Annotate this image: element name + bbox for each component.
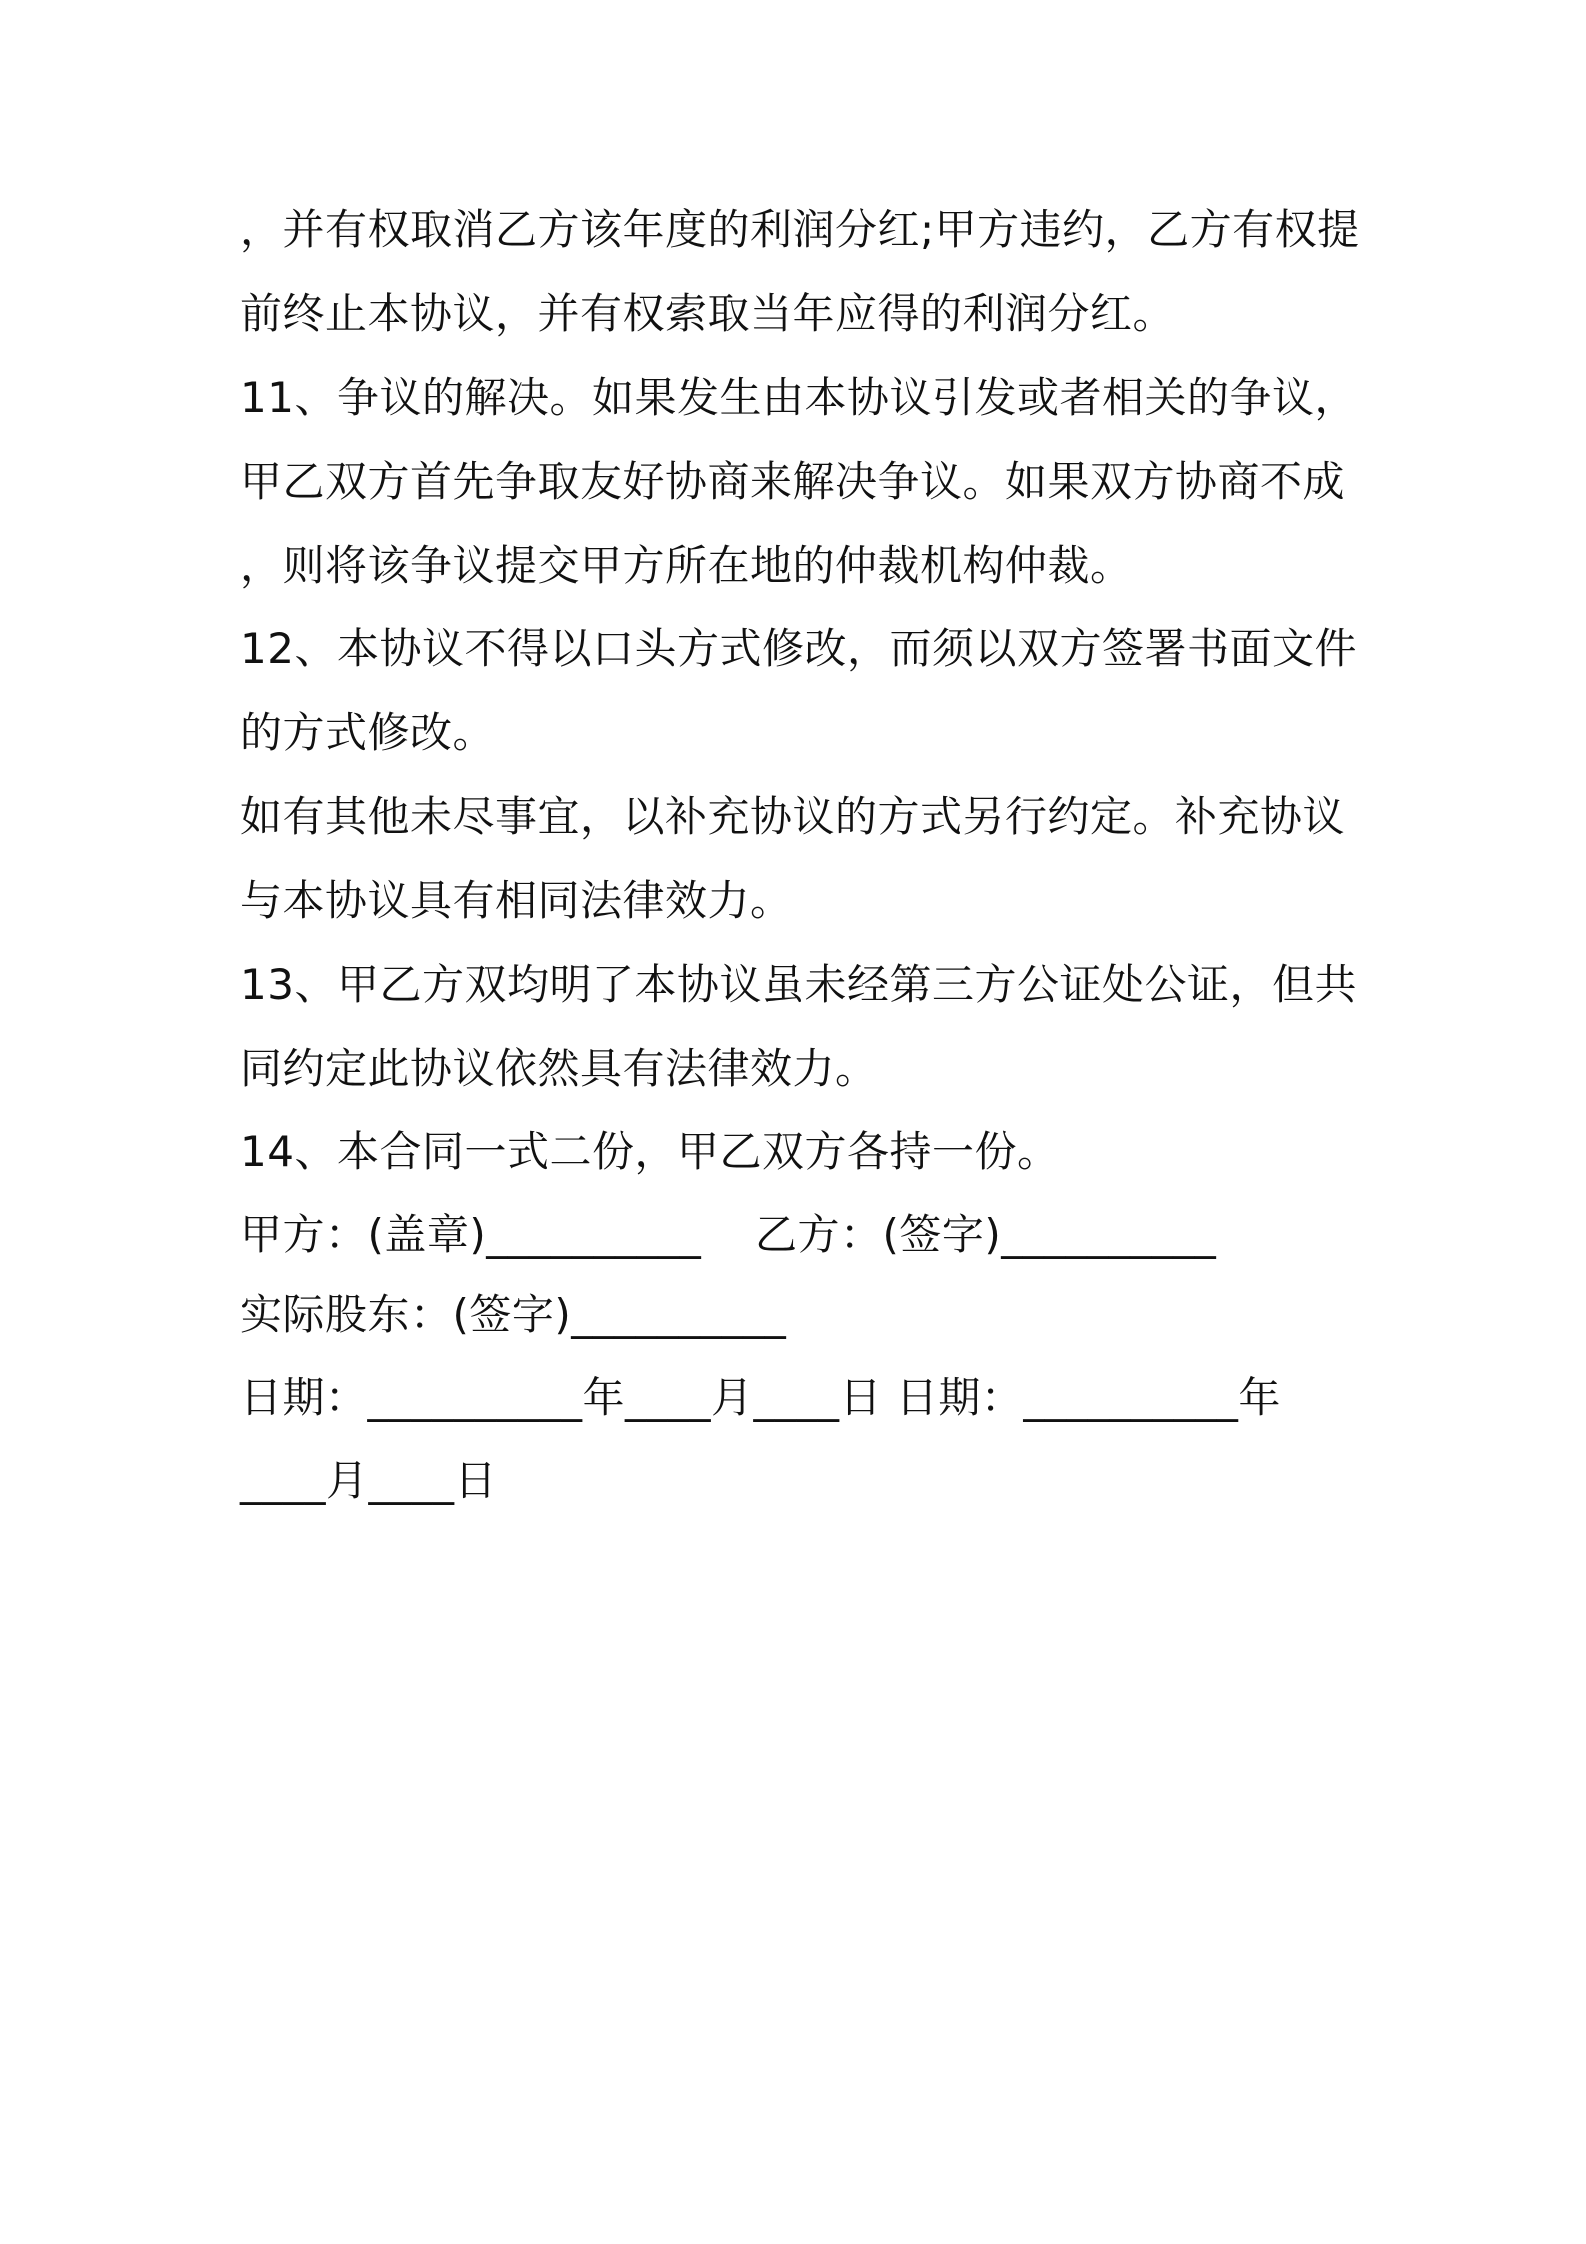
paragraph-line: 如有其他未尽事宜，以补充协议的方式另行约定。补充协议	[240, 792, 1346, 841]
date-line: ____月____日	[240, 1456, 498, 1505]
shareholder-signature: 实际股东：(签字)__________	[240, 1290, 787, 1339]
party-b-signature: 乙方：(签字)__________	[755, 1210, 1217, 1259]
paragraph-line: 的方式修改。	[240, 708, 496, 757]
signature-row	[240, 1207, 1360, 1263]
paragraph-line: 12、本协议不得以口头方式修改，而须以双方签署书面文件	[240, 624, 1357, 673]
paragraph-line: 14、本合同一式二份，甲乙双方各持一份。	[240, 1127, 1060, 1176]
paragraph-line: ，并有权取消乙方该年度的利润分红;甲方违约，乙方有权提	[240, 205, 1360, 254]
paragraph-line: 与本协议具有相同法律效力。	[240, 876, 793, 925]
paragraph-line: 11、争议的解决。如果发生由本协议引发或者相关的争议，	[240, 373, 1357, 422]
party-a-signature: 甲方：(盖章)__________	[240, 1210, 702, 1259]
paragraph-line: 甲乙双方首先争取友好协商来解决争议。如果双方协商不成	[240, 457, 1346, 506]
paragraph-line: 前终止本协议，并有权索取当年应得的利润分红。	[240, 289, 1176, 338]
paragraph-line: 同约定此协议依然具有法律效力。	[240, 1044, 878, 1093]
date-line: 日期：__________年____月____日 日期：__________年	[240, 1373, 1281, 1422]
paragraph-line: ，则将该争议提交甲方所在地的仲裁机构仲裁。	[240, 541, 1133, 590]
paragraph-line: 13、甲乙方双均明了本协议虽未经第三方公证处公证，但共	[240, 960, 1357, 1009]
